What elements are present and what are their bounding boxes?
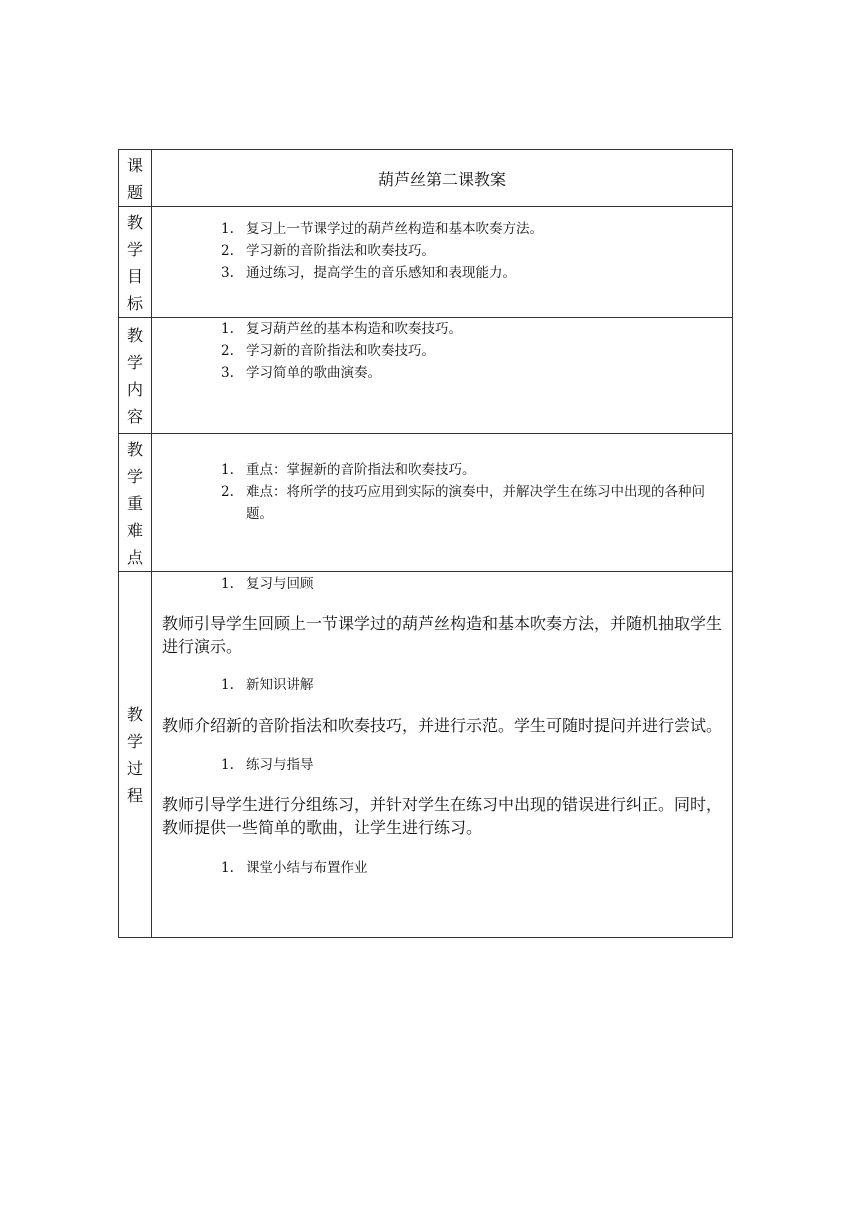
process-step-heading — [152, 754, 732, 776]
process-step-body: 教师引导学生回顾上一节课学过的葫芦丝构造和基本吹奏方法，并随机抽取学生进行演示。 — [162, 614, 723, 656]
process-cell — [152, 572, 733, 938]
list-item: 1. 练习与指导 — [221, 757, 314, 773]
label-goals: 教 学 目 标 — [119, 207, 152, 318]
list-item: 1. 复习与回顾 — [221, 576, 314, 592]
row-keypoints — [119, 434, 733, 572]
label-keypoints: 教 学 重 难 点 — [119, 434, 152, 572]
process-step-body: 教师介绍新的音阶指法和吹奏技巧，并进行示范。学生可随时提问并进行尝试。 — [162, 716, 723, 735]
keypoints-cell — [152, 434, 733, 572]
row-content — [119, 318, 733, 434]
keypoints-list — [152, 459, 732, 525]
list-item: 2. 学习新的音阶指法和吹奏技巧。 — [221, 243, 435, 259]
list-item: 1. 复习上一节课学过的葫芦丝构造和基本吹奏方法。 — [221, 221, 543, 237]
label-title: 课 题 — [119, 150, 152, 207]
process-step-heading — [152, 857, 732, 879]
process-step-body: 教师引导学生进行分组练习，并针对学生在练习中出现的错误进行纠正。同时，教师提供一些简单的歌曲，让学生进行练习。 — [162, 795, 723, 837]
content-list — [152, 318, 732, 384]
process-step-heading — [152, 674, 732, 696]
lesson-plan-table — [118, 149, 733, 938]
label-content: 教 学 内 容 — [119, 318, 152, 434]
list-item: 1. 课堂小结与布置作业 — [221, 860, 368, 876]
row-goals — [119, 207, 733, 318]
row-process — [119, 572, 733, 938]
list-item: 3. 学习简单的歌曲演奏。 — [221, 365, 381, 381]
list-item: 1. 重点：掌握新的音阶指法和吹奏技巧。 — [221, 462, 476, 478]
content-cell — [152, 318, 733, 434]
process-step-heading — [152, 573, 732, 595]
lesson-title: 葫芦丝第二课教案 — [152, 150, 733, 207]
list-item: 2. 难点：将所学的技巧应用到实际的演奏中，并解决学生在练习中出现的各种问题。 — [221, 484, 705, 522]
list-item: 1. 新知识讲解 — [221, 677, 314, 693]
list-item: 1. 复习葫芦丝的基本构造和吹奏技巧。 — [221, 321, 462, 337]
goals-list — [152, 218, 732, 284]
list-item: 3. 通过练习，提高学生的音乐感知和表现能力。 — [221, 265, 516, 281]
row-title — [119, 150, 733, 207]
list-item: 2. 学习新的音阶指法和吹奏技巧。 — [221, 343, 435, 359]
label-process: 教 学 过 程 — [119, 572, 152, 938]
goals-cell — [152, 207, 733, 318]
